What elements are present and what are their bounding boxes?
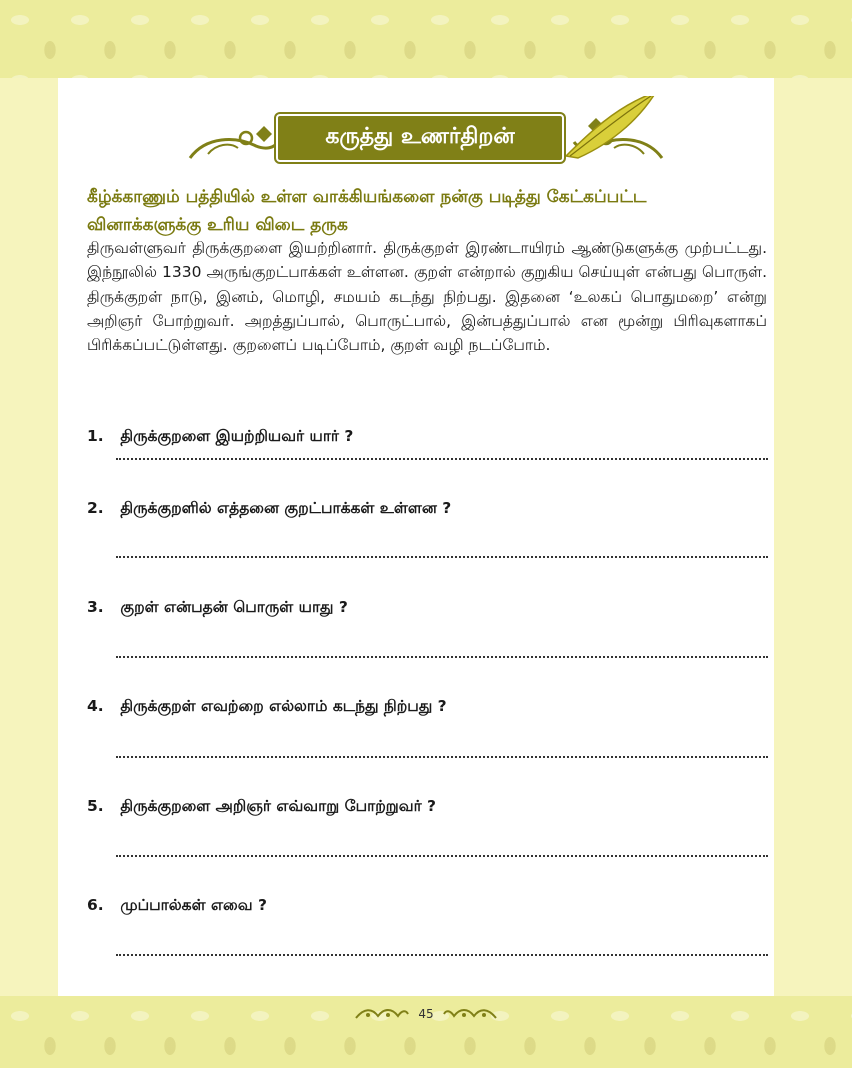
question-number: 6. [87, 896, 104, 914]
question-text: முப்பால்கள் எவை ? [120, 896, 267, 914]
question-number: 4. [87, 697, 104, 715]
question-2 [87, 499, 767, 519]
question-text: குறள் என்பதன் பொருள் யாது ? [120, 598, 348, 616]
question-text: திருக்குறளில் எத்தனை குறட்பாக்கள் உள்ளன ? [120, 499, 452, 517]
answer-line-5[interactable] [116, 855, 768, 857]
question-number: 3. [87, 598, 104, 616]
question-number: 5. [87, 797, 104, 815]
answer-line-1[interactable] [116, 458, 768, 460]
question-3 [87, 598, 767, 618]
answer-line-2[interactable] [116, 556, 768, 558]
title-ornament [186, 96, 666, 168]
question-4 [87, 697, 767, 717]
question-1 [87, 427, 767, 447]
page-number: 45 [418, 1007, 434, 1021]
left-footer-ornament-icon [354, 1006, 410, 1022]
question-number: 1. [87, 427, 104, 445]
answer-line-4[interactable] [116, 756, 768, 758]
question-6 [87, 896, 767, 916]
answer-line-6[interactable] [116, 954, 768, 956]
instruction-text: கீழ்க்காணும் பத்தியில் உள்ள வாக்கியங்களை நன்கு படித்து கேட்கப்பட்ட வினாக்களுக்கு உரிய விடை தருக [87, 187, 647, 235]
question-5 [87, 797, 767, 817]
question-text: திருக்குறளை இயற்றியவர் யார் ? [120, 427, 354, 445]
page-footer [346, 1004, 506, 1024]
page-title: கருத்து உணர்திறன் [276, 114, 564, 162]
question-text: திருக்குறள் எவற்றை எல்லாம் கடந்து நிற்பது ? [120, 697, 447, 715]
answer-line-3[interactable] [116, 656, 768, 658]
reading-passage: திருவள்ளுவர் திருக்குறளை இயற்றினார். திருக்குறள் இரண்டாயிரம் ஆண்டுகளுக்கு முற்பட்டது. இந்நூலில் 1330 அருங்குறட்பாக்கள் உள்ளன. குறள் என்றால் குறுகிய செய்யுள் என்பது பொருள். திருக்குறள் நாடு, இனம், மொழி, சமயம் கடந்து நிற்பது. இதனை ‘உலகப் பொதுமறை’ என்று அறிஞர் போற்றுவர். அறத்துப்பால், பொருட்பால், இன்பத்துப்பால் என மூன்று பிரிவுகளாகப் பிரிக்கப்பட்டுள்ளது. குறளைப் படிப்போம், குறள் வழி நடப்போம். [87, 239, 767, 355]
right-footer-ornament-icon [442, 1006, 498, 1022]
question-number: 2. [87, 499, 104, 517]
top-decorative-band [0, 0, 852, 78]
question-text: திருக்குறளை அறிஞர் எவ்வாறு போற்றுவர் ? [120, 797, 437, 815]
